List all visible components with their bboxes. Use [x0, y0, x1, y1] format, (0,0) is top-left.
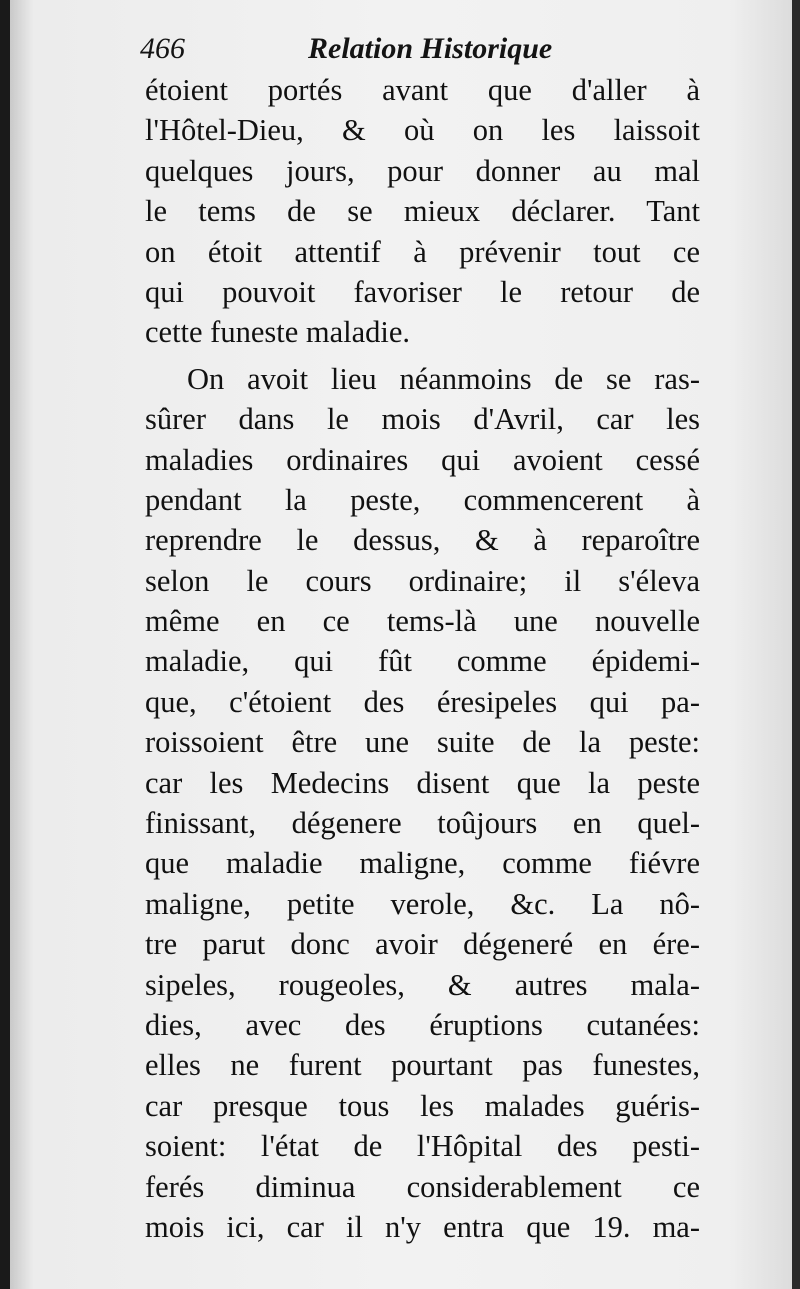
text-line: car presque tous les malades guéris-	[145, 1088, 700, 1123]
text-line: même en ce tems-là une nouvelle	[145, 604, 700, 639]
text-line: maladies ordinaires qui avoient cessé	[145, 442, 700, 477]
text-line: étoient portés avant que d'aller à	[145, 73, 700, 107]
page-edge-shadow	[792, 0, 800, 1289]
text-line: selon le cours ordinaire; il s'éleva	[145, 563, 700, 598]
text-line: on étoit attentif à prévenir tout ce	[145, 234, 700, 269]
text-line: quelques jours, pour donner au mal	[145, 153, 700, 188]
text-line: elles ne furent pourtant pas funestes,	[145, 1048, 700, 1083]
text-line: soient: l'état de l'Hôpital des pesti-	[145, 1129, 700, 1164]
text-line: ferés diminua considerablement ce	[145, 1169, 700, 1204]
page-number: 466	[140, 32, 185, 65]
text-line: qui pouvoit favoriser le retour de	[145, 274, 700, 309]
text-line: sûrer dans le mois d'Avril, car les	[145, 402, 700, 437]
text-line: finissant, dégenere toûjours en quel-	[145, 806, 700, 841]
text-line: tre parut donc avoir dégeneré en ére-	[145, 927, 700, 962]
text-line: que, c'étoient des éresipeles qui pa-	[145, 684, 700, 719]
text-line: reprendre le dessus, & à reparoître	[145, 523, 700, 558]
text-line: dies, avec des éruptions cutanées:	[145, 1007, 700, 1042]
text-line: mois ici, car il n'y entra que 19. ma-	[145, 1209, 700, 1244]
text-line: On avoit lieu néanmoins de se ras-	[187, 361, 700, 396]
text-line: car les Medecins disent que la peste	[145, 765, 700, 800]
running-title: Relation Historique	[308, 32, 553, 65]
text-line: maligne, petite verole, &c. La nô-	[145, 886, 700, 921]
text-line: sipeles, rougeoles, & autres mala-	[145, 967, 700, 1002]
text-line: pendant la peste, commencerent à	[145, 482, 700, 517]
text-line: que maladie maligne, comme fiévre	[145, 846, 700, 881]
text-line: le tems de se mieux déclarer. Tant	[145, 194, 700, 229]
paragraph-2	[145, 359, 700, 1248]
text-line: cette funeste maladie.	[145, 315, 411, 350]
body-text	[145, 70, 700, 1247]
text-line: maladie, qui fût comme épidemi-	[145, 644, 700, 679]
text-line: l'Hôtel-Dieu, & où on les laissoit	[145, 113, 700, 148]
text-line: roissoient être une suite de la peste:	[145, 725, 700, 760]
paragraph-1	[145, 70, 700, 353]
